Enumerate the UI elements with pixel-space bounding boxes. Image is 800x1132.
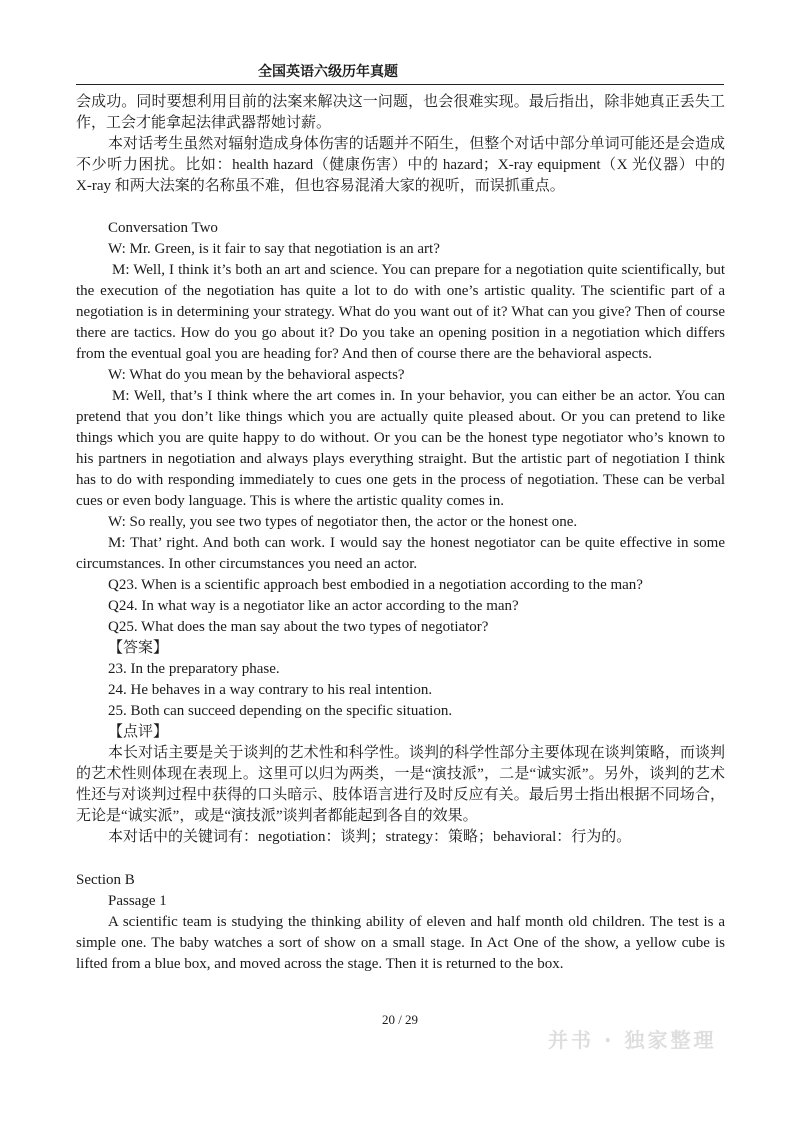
dialogue-line: M: Well, I think it’s both an art and science. You can prepare for a negotiation quite scientifically, but the execution of the negotiation has quite a lot to do with one’s artistic quality. The scientific part of a negotiation is in determining your strategy. What do you want out of it? What can you give? Then of course there are tactics. How do you go about it? Do you take an opening position in a negotiation which differs from the eventual goal you are heading for? And then of course there are the behavioral aspects. <box>76 262 725 362</box>
passage-title: Passage 1 <box>108 893 167 909</box>
paragraph-continuation: 会成功。同时要想利用目前的法案来解决这一问题，也会很难实现。最后指出，除非她真正丢失工作，工会才能拿起法律武器帮她讨薪。 <box>76 94 725 131</box>
dialogue-line: W: What do you mean by the behavioral aspects? <box>108 367 405 383</box>
dialogue-line: W: So really, you see two types of negotiator then, the actor or the honest one. <box>108 514 578 530</box>
passage-text: A scientific team is studying the thinking ability of eleven and half month old children. The test is a simple one. The baby watches a sort of show on a small stage. In Act One of the show, a yellow cube is lifted from a blue box, and moved across the stage. Then it is returned to the box. <box>76 914 725 972</box>
conversation-title: Conversation Two <box>108 220 218 236</box>
dialogue-line: M: Well, that’s I think where the art comes in. In your behavior, you can either be an actor. You can pretend that you don’t like things which you are actually quite pleased about. Or you can pretend to like things which you are quite happy to do without. Or you can be the honest type negotiator who’s known to his partners in negotiation and always plays everything straight. But the artistic part of negotiation I think has to do with responding immediately to cues one gets in the process of negotiation. These can be verbal cues or even body language. This is where the artistic quality comes in. <box>76 388 725 509</box>
question-item: Q25. What does the man say about the two types of negotiator? <box>108 619 489 635</box>
answer-heading: 【答案】 <box>108 640 169 656</box>
review-paragraph: 本对话中的关键词有：negotiation：谈判；strategy：策略；behavioral：行为的。 <box>108 829 632 845</box>
review-heading: 【点评】 <box>108 724 169 740</box>
paragraph-commentary: 本对话考生虽然对辐射造成身体伤害的话题并不陌生，但整个对话中部分单词可能还是会造成不少听力困扰。比如：health hazard（健康伤害）中的 hazard；X-ray equipment（X 光仪器）中的 X-ray 和两大法案的名称虽不难，但也容易混淆大家的视听，而误抓重点。 <box>76 136 725 194</box>
question-item: Q23. When is a scientific approach best embodied in a negotiation according to the man? <box>108 577 643 593</box>
question-item: Q24. In what way is a negotiator like an actor according to the man? <box>108 598 519 614</box>
page-number: 20 / 29 <box>381 1012 419 1027</box>
watermark: 并书 · 独家整理 <box>548 1028 717 1052</box>
review-paragraph: 本长对话主要是关于谈判的艺术性和科学性。谈判的科学性部分主要体现在谈判策略，而谈判的艺术性则体现在表现上。这里可以归为两类，一是“演技派”，二是“诚实派”。另外，谈判的艺术性还与对谈判过程中获得的口头暗示、肢体语言进行及时反应有关。最后男士指出根据不同场合，无论是“诚实派”，或是“演技派”谈判者都能起到各自的效果。 <box>76 745 725 824</box>
dialogue-line: W: Mr. Green, is it fair to say that negotiation is an art? <box>108 241 440 257</box>
section-title: Section B <box>76 872 135 888</box>
answer-item: 25. Both can succeed depending on the specific situation. <box>108 703 453 719</box>
dialogue-line: M: That’ right. And both can work. I would say the honest negotiator can be quite effective in some circumstances. In other circumstances you need an actor. <box>76 535 725 572</box>
header-title: 全国英语六级历年真题 <box>258 64 398 80</box>
page-header <box>76 64 724 85</box>
page-content <box>76 92 725 975</box>
answer-item: 24. He behaves in a way contrary to his real intention. <box>108 682 433 698</box>
answer-item: 23. In the preparatory phase. <box>108 661 280 677</box>
